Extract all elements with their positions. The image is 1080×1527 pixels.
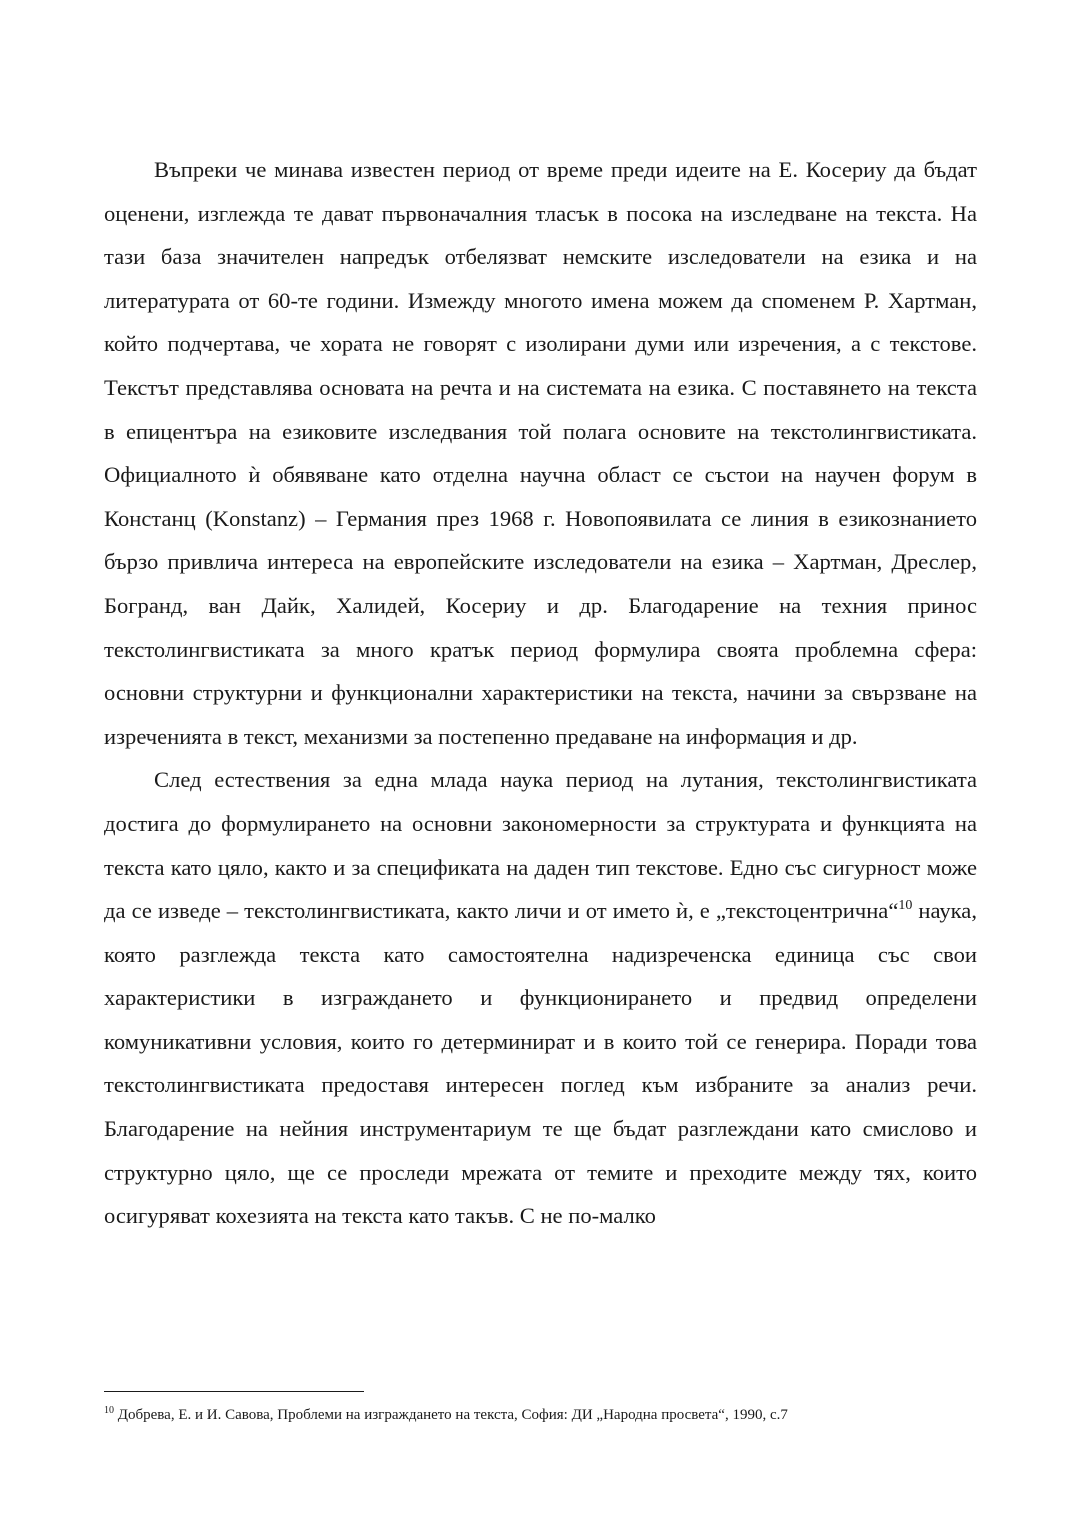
paragraph-2-text-after: наука, която разглежда текста като самостоятелна надизреченска единица със свои характеристики в изграждането и функционирането и предвид определени комуникативни условия, които го детерминират и в които той се генерира. Поради това текстолингвистиката предоставя интересен поглед към избраните за анализ речи. Благодарение на нейния инструментариум те ще бъдат разглеждани като смислово и структурно цяло, ще се проследи мрежата от темите и преходите между тях, които осигуряват кохезията на текста като такъв. С не по-малко xyxy=(104,898,977,1229)
footnote-reference[interactable]: 10 xyxy=(898,898,913,914)
footnote-text: Добрева, Е. и И. Савова, Проблеми на изграждането на текста, София: ДИ „Народна просвета“, 1990, с.7 xyxy=(114,1407,788,1423)
paragraph-2 xyxy=(104,758,977,1238)
paragraph-1: Въпреки че минава известен период от време преди идеите на Е. Косериу да бъдат оценени, изглежда те дават първоначалния тласък в посока на изследване на текста. На тази база значителен напредък отбелязват немските изследователи на езика и на литературата от 60-те години. Измежду многото имена можем да споменем Р. Хартман, който подчертава, че хората не говорят с изолирани думи или изречения, а с текстове. Текстът представлява основата на речта и на системата на езика. С поставянето на текста в епицентъра на езиковите изследвания той полага основите на текстолингвистиката. Официалното ѝ обявяване като отделна научна област се състои на научен форум в Констанц (Konstanz) – Германия през 1968 г. Новопоявилата се линия в езикознанието бързо привлича интереса на европейските изследователи на езика – Хартман, Дреслер, Богранд, ван Дайк, Халидей, Косериу и др. Благодарение на техния принос текстолингвистиката за много кратък период формулира своята проблемна сфера: основни структурни и функционални характеристики на текста, начини за свързване на изреченията в текст, механизми за постепенно предаване на информация и др. xyxy=(104,157,977,749)
footnote-separator xyxy=(104,1391,364,1392)
paragraph-2-text-before: След естествения за една млада наука период на лутания, текстолингвистиката достига до формулирането на основни закономерности за структурата и функцията на текста като цяло, както и за спецификата на даден тип текстове. Едно със сигурност може да се изведе – текстолингвистиката, както личи и от името ѝ, е „текстоцентрична“ xyxy=(104,767,977,924)
body-text xyxy=(104,148,977,1238)
footnote-number: 10 xyxy=(104,1405,114,1416)
footnote xyxy=(104,1404,984,1426)
